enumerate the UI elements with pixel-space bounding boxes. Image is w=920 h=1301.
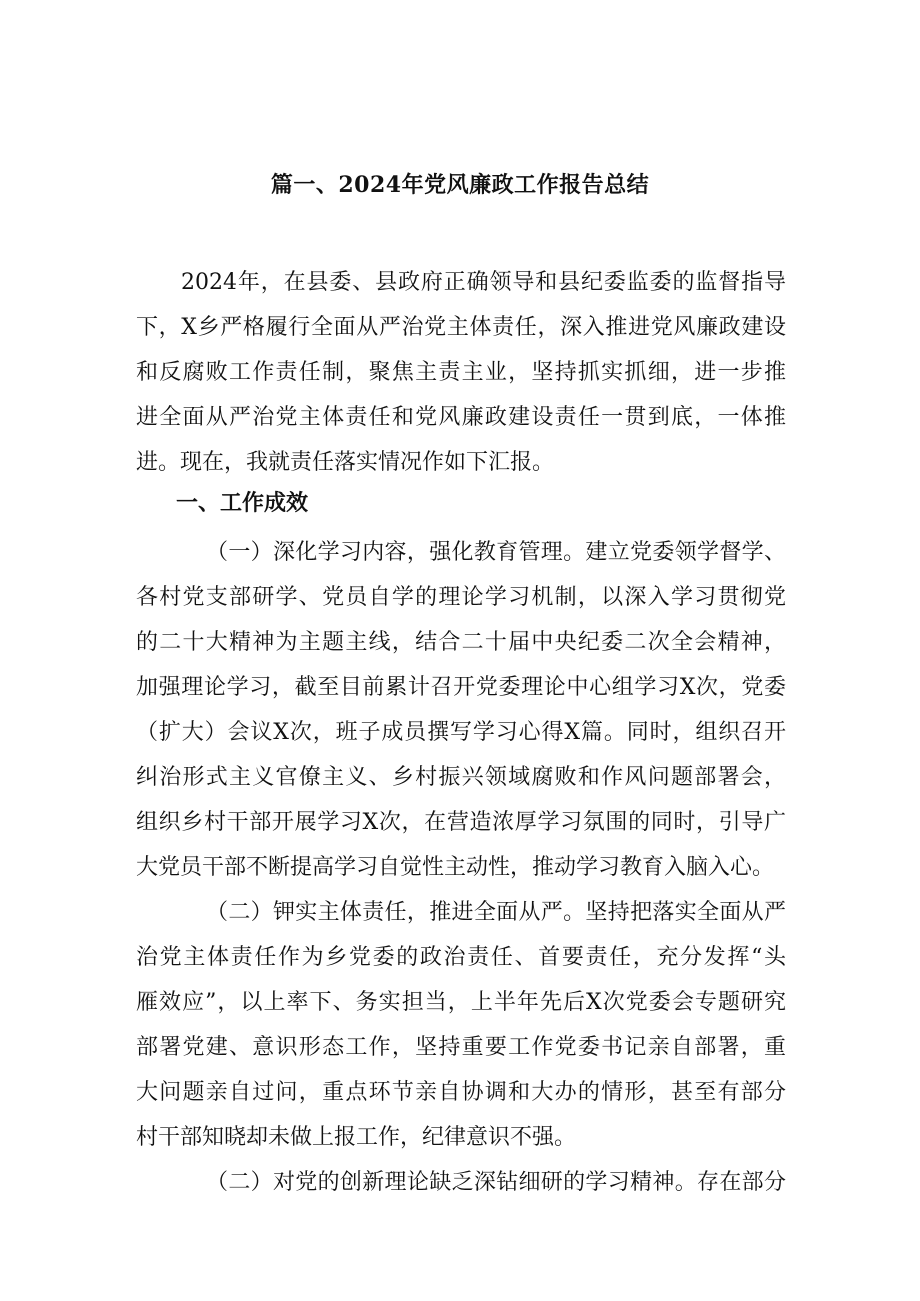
intro-line-4: 进全面从严治党主体责任和党风廉政建设责任一贯到底，一体推	[136, 405, 786, 430]
para1-line-6: 纠治形式主义官僚主义、乡村振兴领域腐败和作风问题部署会，	[136, 765, 786, 790]
para1-line-7: 组织乡村干部开展学习X次，在营造浓厚学习氛围的同时，引导广	[136, 810, 786, 835]
intro-line-1: 2024年，在县委、县政府正确领导和县纪委监委的监督指导	[181, 270, 786, 295]
para2-line-4: 部署党建、意识形态工作，坚持重要工作党委书记亲自部署，重	[136, 1035, 786, 1060]
para2-line-5: 大问题亲自过问，重点环节亲自协调和大办的情形，甚至有部分	[136, 1080, 786, 1105]
para1-line-2: 各村党支部研学、党员自学的理论学习机制，以深入学习贯彻党	[136, 585, 786, 610]
section-heading: 一、工作成效	[176, 490, 309, 516]
para1-line-8: 大党员干部不断提高学习自觉性主动性，推动学习教育入脑入心。	[136, 855, 775, 880]
intro-line-2: 下，X乡严格履行全面从严治党主体责任，深入推进党风廉政建设	[136, 315, 786, 340]
para2-line-1: （二）钾实主体责任，推进全面从严。坚持把落实全面从严	[206, 900, 786, 925]
para2-line-2: 治党主体责任作为乡党委的政治责任、首要责任，充分发挥“头	[136, 945, 786, 970]
para1-line-3: 的二十大精神为主题主线，结合二十届中央纪委二次全会精神，	[136, 630, 786, 655]
para1-line-1: （一）深化学习内容，强化教育管理。建立党委领学督学、	[206, 540, 786, 565]
para2-line-6: 村干部知晓却未做上报工作，纪律意识不强。	[136, 1125, 577, 1150]
intro-line-5: 进。现在，我就责任落实情况作如下汇报。	[136, 450, 555, 475]
intro-line-3: 和反腐败工作责任制，聚焦主责主业，坚持抓实抓细，进一步推	[136, 360, 786, 385]
document-title: 篇一、2024年党风廉政工作报告总结	[270, 172, 650, 198]
para1-line-5: （扩大）会议X次，班子成员撰写学习心得X篇。同时，组织召开	[136, 720, 786, 745]
para2-line-3: 雁效应”，以上率下、务实担当，上半年先后X次党委会专题研究	[136, 990, 786, 1015]
para1-line-4: 加强理论学习，截至目前累计召开党委理论中心组学习X次，党委	[136, 675, 786, 700]
para3-line-1: （二）对党的创新理论缺乏深钻细研的学习精神。存在部分	[206, 1170, 786, 1195]
